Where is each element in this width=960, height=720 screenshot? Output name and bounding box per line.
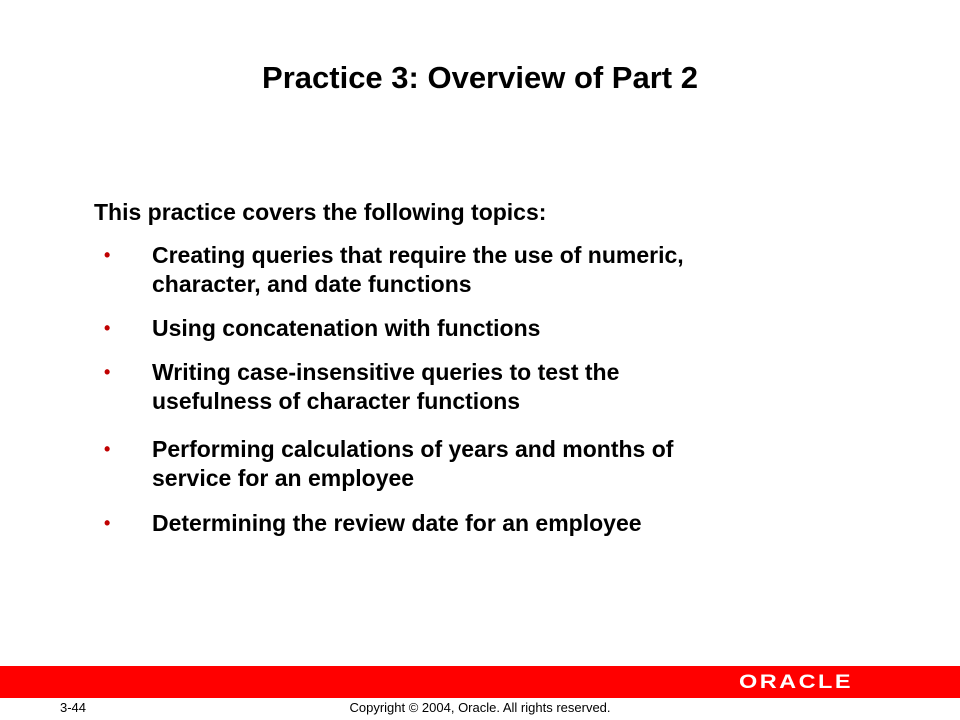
list-item-line: Creating queries that require the use of numeric, — [152, 242, 684, 268]
bullet-icon: • — [104, 513, 111, 533]
page-number: 3-44 — [60, 700, 87, 715]
oracle-logo-text: ORACLE — [739, 672, 853, 692]
slide-title: Practice 3: Overview of Part 2 — [262, 60, 698, 95]
intro-text: This practice covers the following topics: — [94, 199, 547, 225]
footer-bar — [0, 666, 960, 698]
bullet-icon: • — [104, 245, 111, 265]
list-item-line: Using concatenation with functions — [152, 315, 541, 341]
list-item-line: character, and date functions — [152, 271, 472, 297]
copyright-text: Copyright © 2004, Oracle. All rights reserved. — [349, 700, 611, 715]
list-item — [104, 509, 844, 538]
list-item — [104, 435, 844, 493]
list-item-text — [152, 435, 844, 493]
list-item — [104, 314, 844, 343]
bullet-icon: • — [104, 318, 111, 338]
bullet-icon: • — [104, 362, 111, 382]
list-item-text — [152, 241, 844, 299]
oracle-logo-icon — [736, 672, 856, 692]
list-item-text — [152, 314, 844, 343]
list-item-line: Writing case-insensitive queries to test the — [152, 359, 620, 385]
list-item-line: Performing calculations of years and months of — [152, 436, 674, 462]
list-item-text — [152, 509, 844, 538]
list-item — [104, 241, 844, 299]
list-item-text — [152, 358, 844, 416]
list-item-line: service for an employee — [152, 465, 415, 491]
list-item-line: Determining the review date for an employee — [152, 510, 642, 536]
list-item-line: usefulness of character functions — [152, 388, 521, 414]
oracle-logo — [736, 671, 856, 693]
list-item — [104, 358, 844, 416]
bullet-icon: • — [104, 439, 111, 459]
